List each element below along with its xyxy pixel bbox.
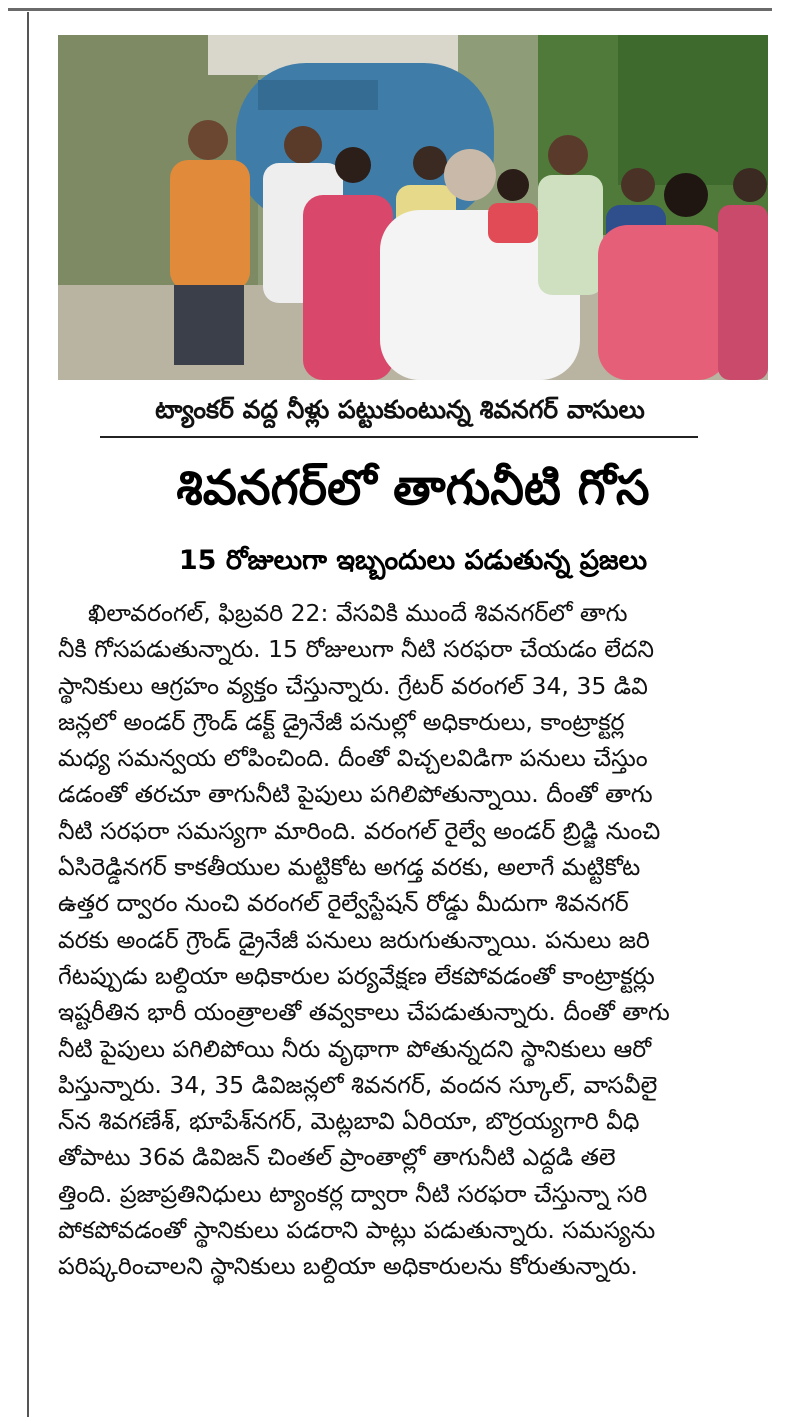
body-line: గేటప్పుడు బల్దియా అధికారుల పర్యవేక్షణ లేకపోవడంతో కాంట్రాక్టర్లు (58, 961, 655, 990)
body-line: పోకపోవడంతో స్థానికులు పడరాని పాట్లు పడుతున్నారు. సమస్యను (58, 1216, 656, 1245)
news-photo (58, 35, 768, 380)
body-line: పిస్తున్నారు. 34, 35 డివిజన్లలో శివనగర్, వందన స్కూల్, వాసవీలై (58, 1070, 658, 1099)
article-body (58, 595, 770, 1285)
body-line: త్తింది. ప్రజాప్రతినిధులు ట్యాంకర్ల ద్వారా నీటి సరఫరా చేస్తున్నా సరి (58, 1179, 648, 1208)
top-border-rule (8, 8, 772, 11)
caption-underline (100, 436, 698, 438)
column-divider-rule (27, 12, 29, 1417)
body-line: నీకి గోసపడుతున్నారు. 15 రోజులుగా నీటి సరఫరా చేయడం లేదని (58, 635, 654, 664)
body-line: డడంతో తరచూ తాగునీటి పైపులు పగిలిపోతున్నాయి. దీంతో తాగు (58, 780, 653, 809)
body-line: నీటి పైపులు పగిలిపోయి నీరు వృథాగా పోతున్నదని స్థానికులు ఆరో (58, 1034, 652, 1063)
article-subheadline: 15 రోజులుగా ఇబ్బందులు పడుతున్న ప్రజలు (178, 545, 648, 576)
body-line: ఖిలావరంగల్, ఫిబ్రవరి 22: వేసవికి ముందే శివనగర్‌లో తాగు (88, 599, 628, 627)
photo-caption: ట్యాంకర్ వద్ద నీళ్లు పట్టుకుంటున్న శివనగర్ వాసులు (155, 395, 645, 424)
body-line: పరిష్కరించాలని స్థానికులు బల్దియా అధికారులను కోరుతున్నారు. (58, 1252, 638, 1281)
body-line: ఉత్తర ద్వారం నుంచి వరంగల్ రైల్వేస్టేషన్ రోడ్డు మీదుగా శివనగర్ (58, 889, 629, 918)
body-line: న్‌న శివగణేశ్, భూపేశ్‌నగర్, మెట్లబావి ఏరియా, బొర్రయ్యగారి వీధి (58, 1107, 640, 1136)
tanker-crowd-illustration (58, 35, 768, 380)
body-line: ఏసిరెడ్డినగర్ కాకతీయుల మట్టికోట అగడ్త వరకు, అలాగే మట్టికోట (58, 853, 641, 882)
body-line: స్థానికులు ఆగ్రహం వ్యక్తం చేస్తున్నారు. గ్రేటర్ వరంగల్ 34, 35 డివి (58, 671, 648, 700)
body-line: జన్లలో అండర్ గ్రౌండ్ డక్ట్ డ్రైనేజీ పనుల్లో అధికారులు, కాంట్రాక్టర్ల (58, 707, 625, 736)
body-line: మధ్య సమన్వయ లోపించింది. దీంతో విచ్చలవిడిగా పనులు చేస్తుం (58, 744, 648, 773)
body-line: వరకు అండర్ గ్రౌండ్ డ్రైనేజీ పనులు జరుగుతున్నాయి. పనులు జరి (58, 925, 650, 954)
article-headline: శివనగర్‌లో తాగునీటి గోస (176, 460, 650, 516)
body-line: నీటి సరఫరా సమస్యగా మారింది. వరంగల్ రైల్వే అండర్ బ్రిడ్జి నుంచి (58, 816, 661, 845)
body-line: తోపాటు 36వ డివిజన్ చింతల్ ప్రాంతాల్లో తాగునీటి ఎద్దడి తలె (58, 1143, 616, 1172)
body-line: ఇష్టరీతిన భారీ యంత్రాలతో తవ్వకాలు చేపడుతున్నారు. దీంతో తాగు (58, 998, 670, 1027)
